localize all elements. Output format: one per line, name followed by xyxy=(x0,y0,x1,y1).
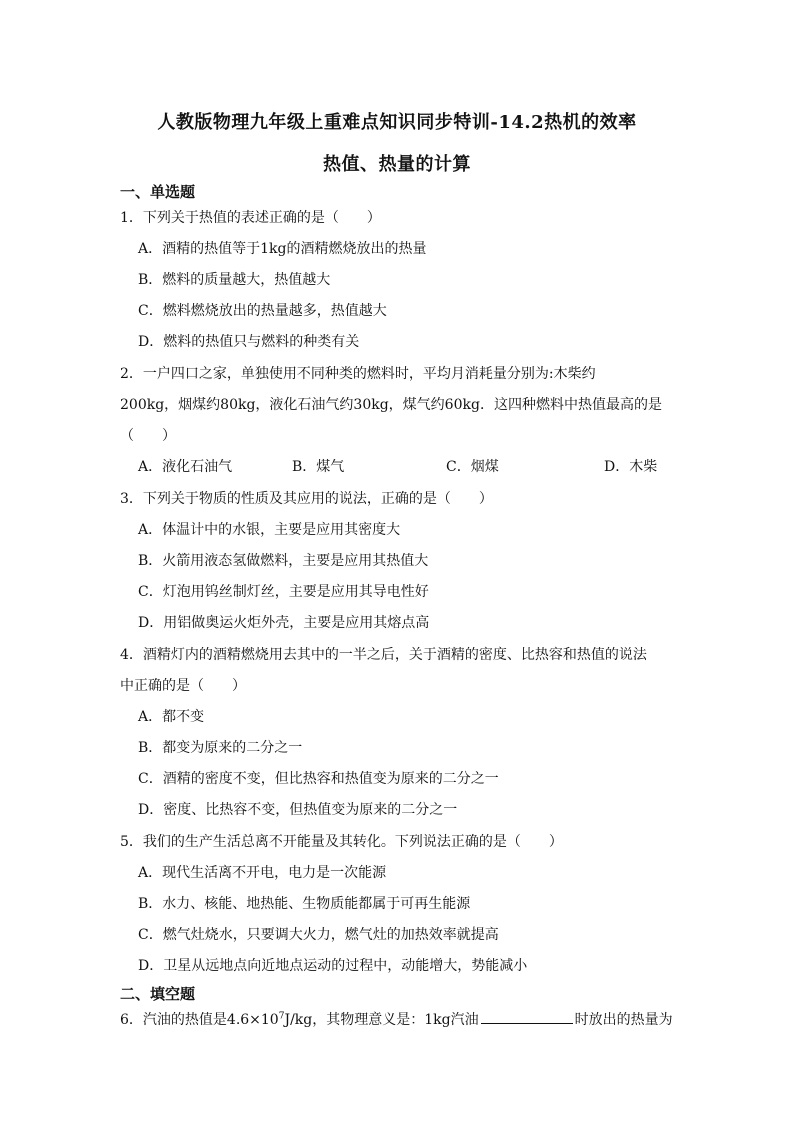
question-5-option-d: D．卫星从远地点向近地点运动的过程中，动能增大，势能减小 xyxy=(138,958,528,974)
question-5-stem: 5．我们的生产生活总离不开能量及其转化。下列说法正确的是（ ） xyxy=(120,834,563,850)
section-heading-single-choice: 一、单选题 xyxy=(120,183,196,201)
question-5-option-a: A．现代生活离不开电，电力是一次能源 xyxy=(138,865,387,881)
question-6-exponent: 7 xyxy=(278,1011,285,1022)
question-1-option-b: B．燃料的质量越大，热值越大 xyxy=(138,272,331,288)
question-6-stem xyxy=(120,1009,673,1029)
question-3-option-d: D．用铝做奥运火炬外壳，主要是应用其熔点高 xyxy=(138,615,430,631)
question-6-middle: J/kg，其物理意义是：1kg汽油 xyxy=(284,1012,479,1028)
question-5-option-c: C．燃气灶烧水，只要调大火力，燃气灶的加热效率就提高 xyxy=(138,927,499,943)
question-3-option-b: B．火箭用液态氢做燃料，主要是应用其热值大 xyxy=(138,553,429,569)
question-3-option-c: C．灯泡用钨丝制灯丝，主要是应用其导电性好 xyxy=(138,584,429,600)
document-subtitle: 热值、热量的计算 xyxy=(323,154,471,175)
question-1-option-d: D．燃料的热值只与燃料的种类有关 xyxy=(138,334,360,350)
question-6-suffix: 时放出的热量为 xyxy=(574,1012,673,1028)
question-1-option-c: C．燃料燃烧放出的热量越多，热值越大 xyxy=(138,303,387,319)
question-3-option-a: A．体温计中的水银，主要是应用其密度大 xyxy=(138,522,401,538)
question-2-option-b: B．煤气 xyxy=(292,459,345,475)
question-2-stem-line3: （ ） xyxy=(120,428,176,444)
document-title: 人教版物理九年级上重难点知识同步特训-14.2热机的效率 xyxy=(157,112,637,133)
question-3-stem: 3．下列关于物质的性质及其应用的说法，正确的是（ ） xyxy=(120,491,493,507)
question-2-option-d: D．木柴 xyxy=(604,459,658,475)
question-4-stem-line2: 中正确的是（ ） xyxy=(120,678,246,694)
question-4-option-d: D．密度、比热容不变，但热值变为原来的二分之一 xyxy=(138,802,458,818)
section-heading-fill-blank: 二、填空题 xyxy=(120,985,196,1003)
question-2-stem-line1: 2．一户四口之家，单独使用不同种类的燃料时，平均月消耗量分别为:木柴约 xyxy=(120,366,596,382)
question-6-answer-blank[interactable] xyxy=(481,1009,573,1024)
question-4-option-b: B．都变为原来的二分之一 xyxy=(138,740,303,756)
question-2-option-c: C．烟煤 xyxy=(446,459,499,475)
question-4-stem-line1: 4．酒精灯内的酒精燃烧用去其中的一半之后，关于酒精的密度、比热容和热值的说法 xyxy=(120,647,647,663)
question-1-stem: 1．下列关于热值的表述正确的是（ ） xyxy=(120,210,381,226)
question-2-stem-line2: 200kg，烟煤约80kg，液化石油气约30kg，煤气约60kg．这四种燃料中热值最高的是 xyxy=(120,397,662,413)
question-2-option-a: A．液化石油气 xyxy=(138,459,233,475)
question-6-prefix: 6．汽油的热值是4.6×10 xyxy=(120,1012,279,1028)
question-5-option-b: B．水力、核能、地热能、生物质能都属于可再生能源 xyxy=(138,896,471,912)
question-4-option-a: A．都不变 xyxy=(138,709,205,725)
question-1-option-a: A．酒精的热值等于1kg的酒精燃烧放出的热量 xyxy=(138,241,427,257)
question-4-option-c: C．酒精的密度不变，但比热容和热值变为原来的二分之一 xyxy=(138,771,499,787)
